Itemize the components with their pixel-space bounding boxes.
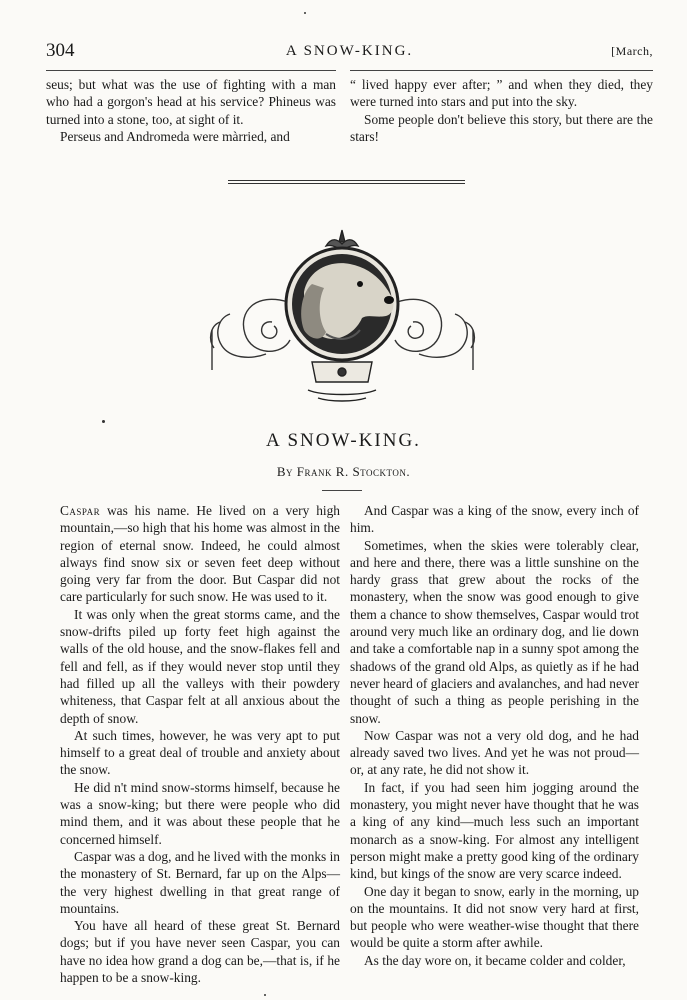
story-column-right xyxy=(350,502,639,969)
story-column-left xyxy=(60,502,340,986)
story-byline: By Frank R. Stockton. xyxy=(276,464,411,479)
opening-paragraph xyxy=(60,502,340,606)
paragraph: Some people don't believe this story, but there are the stars! xyxy=(350,111,653,144)
drop-word: Caspar xyxy=(60,503,101,518)
print-speck xyxy=(304,12,306,14)
plaque-ornament xyxy=(308,362,376,401)
header-month: [March, xyxy=(611,44,653,58)
paragraph: It was only when the great storms came, and the snow-drifts piled up forty feet high against the walls of the old house, and the snow-flakes fell and fell and fell, as if they would never stop until they had filled up all the valleys with their powdery whiteness, that Caspar felt at all anxious about the depth of snow. xyxy=(60,606,340,726)
paragraph: Now Caspar was not a very old dog, and he had already saved two lives. And yet he was not proud—or, at any rate, he did not show it. xyxy=(350,727,639,778)
paragraph: One day it began to snow, early in the morning, up on the mountains. It did not snow very hard at first, but people who were weather-wise thought that there would be quite a storm after awhile. xyxy=(350,883,639,951)
left-scroll-ornament xyxy=(211,299,290,370)
header-rule xyxy=(46,70,336,71)
paragraph: seus; but what was the use of fighting with a man who had a gorgon's head at his service? Phineus was turned into a stone, too, at sight of it. xyxy=(46,77,336,127)
story-title: A SNOW-KING. xyxy=(266,430,421,451)
dog-head-vignette-illustration xyxy=(200,222,485,412)
page-number: 304 xyxy=(46,40,75,61)
print-speck xyxy=(102,420,105,423)
section-divider xyxy=(228,183,465,184)
paragraph: In fact, if you had seen him jogging around the monastery, you might never have thought that he was a king of any kind—much less such an important monarch as a snow-king. For almost any intelligent person might make a pretty good king of the ordinary kind, but kings of the snow are very scarce indeed. xyxy=(350,779,639,882)
previous-story-column-left xyxy=(46,76,336,145)
paragraph: He did n't mind snow-storms himself, because he was a snow-king; but there were people who did mind them, and it was about these people that he concerned himself. xyxy=(60,779,340,847)
opening-text: was his name. He lived on a very high mountain,—so high that his home was almost in the region of eternal snow. Indeed, he could almost always find snow six or seven feet deep without going very far from the door. But Caspar did not care particularly for such snow. He was used to it. xyxy=(60,503,340,605)
running-title: A SNOW-KING. xyxy=(285,43,414,59)
paragraph: Perseus and Andromeda were màrried, and xyxy=(60,128,290,144)
print-speck xyxy=(264,994,266,996)
previous-story-column-right xyxy=(350,76,653,145)
page-header xyxy=(46,40,653,64)
paragraph: And Caspar was a king of the snow, every inch of him. xyxy=(350,503,639,536)
section-divider xyxy=(228,180,465,181)
right-scroll-ornament xyxy=(395,299,474,370)
paragraph: At such times, however, he was very apt to put himself to a great deal of trouble and anxiety about the snow. xyxy=(60,727,340,778)
paragraph: As the day wore on, it became colder and colder, xyxy=(364,952,626,968)
paragraph: Sometimes, when the skies were tolerably clear, and here and there, there was a little sunshine on the hardy grass that grew about the rocks of the monastery, when the snow was good enough to give them a chance to show themselves, Caspar would trot around very much like an ordinary dog, and lie down and take a comfortable nap in a sunny spot among the shadows of the grand old Alps, as quietly as if he had never heard of glaciers and avalanches, and had never thought of such a thing as people perishing in the snow. xyxy=(350,537,639,726)
paragraph: “ lived happy ever after; ” and when they died, they were turned into stars and put into the sky. xyxy=(350,77,653,110)
paragraph: Caspar was a dog, and he lived with the monks in the monastery of St. Bernard, far up on the Alps—the very highest dwelling in that great range of mountains. xyxy=(60,848,340,916)
paragraph: You have all heard of these great St. Bernard dogs; but if you have never seen Caspar, you can have no idea how grand a dog can be,—that is, if he happen to be a snow-king. xyxy=(60,918,340,986)
header-rule xyxy=(350,70,653,71)
byline-rule xyxy=(322,490,362,491)
